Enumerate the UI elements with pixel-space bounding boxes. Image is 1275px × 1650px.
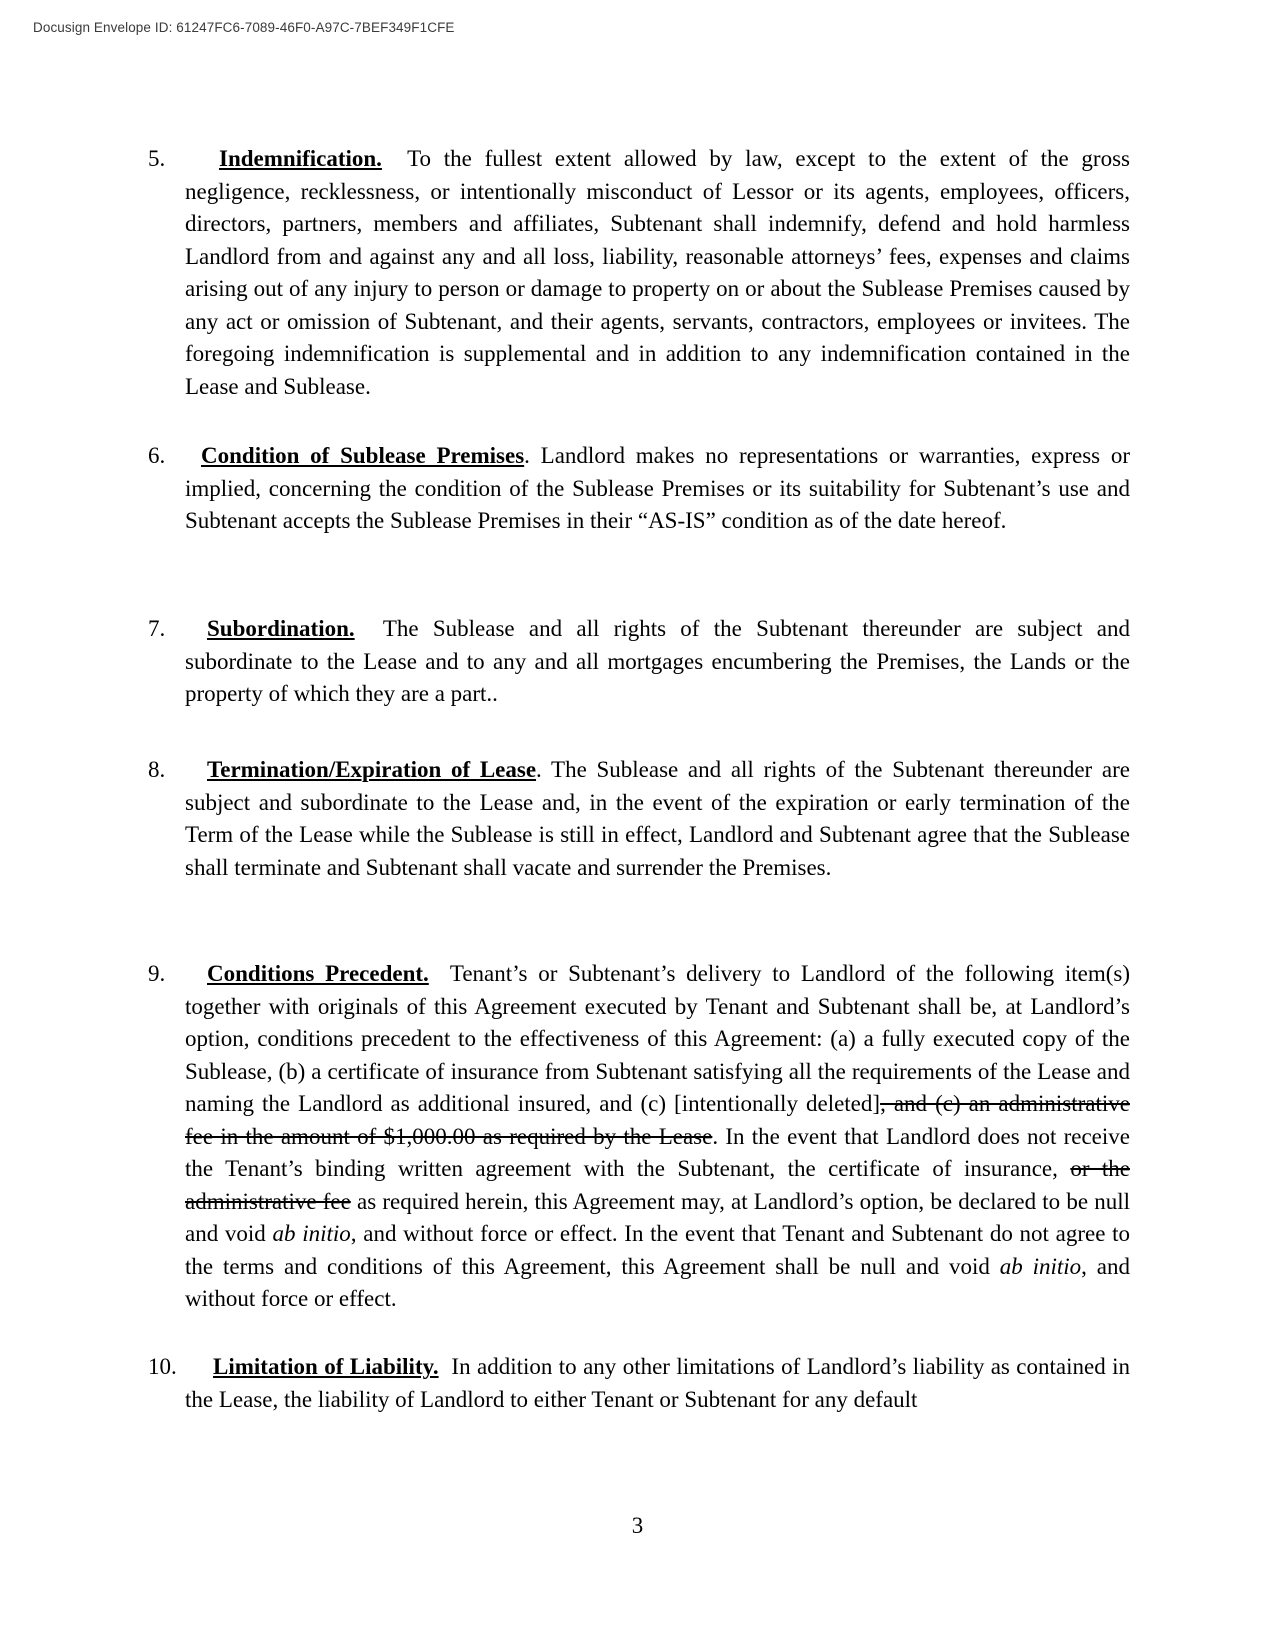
section-number: 8. <box>148 757 166 782</box>
section-text: The Sublease and all rights of the Subtenant thereunder are subject and subordinate to the Lease and to any and all mortgages encumbering the Premises, the Lands or the property of which they are a part.. <box>185 616 1130 706</box>
section-body <box>185 958 1130 1316</box>
section-condition-of-premises <box>148 440 1130 538</box>
section-heading: Condition of Sublease Premises <box>201 443 525 468</box>
section-text: . In the event that Landlord does not receive the Tenant’s binding written agreement with the Subtenant, the certificate of insurance, <box>185 1123 1130 1181</box>
section-text: Tenant’s or Subtenant’s delivery to Landlord of the following item(s) together with originals of this Agreement executed by Tenant and Subtenant shall be, at Landlord’s option, conditions precedent to the effectiveness of this Agreement: (a) a fully executed copy of the Sublease, (b) a certificate of insurance from Subtenant satisfying all the requirements of the Lease and naming the Landlord as additional insured, and (c) [intentionally deleted] <box>185 961 1131 1116</box>
section-text: . The Sublease and all rights of the Subtenant thereunder are subject and subordinate to the Lease and, in the event of the expiration or early termination of the Term of the Lease while the Sublease is still in effect, Landlord and Subtenant agree that the Sublease shall terminate and Subtenant shall vacate and surrender the Premises. <box>185 757 1130 880</box>
section-body <box>185 440 1130 538</box>
italic-term: ab initio <box>999 1253 1082 1279</box>
section-heading: Termination/Expiration of Lease <box>207 757 537 782</box>
section-number: 9. <box>148 961 166 986</box>
section-subordination <box>148 613 1130 711</box>
struck-text: or the administrative fee <box>185 1156 1130 1214</box>
section-body <box>185 613 1130 711</box>
section-indemnification <box>148 143 1130 403</box>
section-heading: Limitation of Liability. <box>213 1354 439 1379</box>
section-number: 10. <box>148 1354 177 1379</box>
italic-term: ab initio <box>272 1221 351 1246</box>
section-number: 7. <box>148 616 166 641</box>
section-limitation-of-liability <box>148 1351 1130 1416</box>
section-number: 6. <box>148 443 166 468</box>
section-text: In addition to any other limitations of Landlord’s liability as contained in the Lease, the liability of Landlord to either Tenant or Subtenant for any default <box>185 1354 1130 1412</box>
section-heading: Conditions Precedent. <box>207 961 429 986</box>
section-heading: Subordination. <box>207 616 355 641</box>
section-conditions-precedent <box>148 958 1130 1316</box>
section-body <box>185 754 1130 884</box>
struck-text: , and (c) an administrative fee in the amount of $1,000.00 as required by the Lease <box>185 1091 1130 1149</box>
envelope-id: Docusign Envelope ID: 61247FC6-7089-46F0-A97C-7BEF349F1CFE <box>33 20 455 35</box>
section-number: 5. <box>148 146 166 171</box>
section-text: , and without force or effect. In the event that Tenant and Subtenant do not agree to the terms and conditions of this Agreement, this Agreement shall be null and void <box>185 1221 1130 1279</box>
section-body <box>185 143 1130 403</box>
section-termination <box>148 754 1130 884</box>
section-text: . Landlord makes no representations or warranties, express or implied, concerning the condition of the Sublease Premises or its suitability for Subtenant’s use and Subtenant accepts the Sublease Premises in their “AS-IS” condition as of the date hereof. <box>185 443 1130 533</box>
section-body <box>185 1351 1130 1416</box>
section-text: , and without force or effect. <box>185 1253 1130 1311</box>
section-text: To the fullest extent allowed by law, except to the extent of the gross negligence, recklessness, or intentionally misconduct of Lessor or its agents, employees, officers, directors, partners, members and affiliates, Subtenant shall indemnify, defend and hold harmless Landlord from and against any and all loss, liability, reasonable attorneys’ fees, expenses and claims arising out of any injury to person or damage to property on or about the Sublease Premises caused by any act or omission of Subtenant, and their agents, servants, contractors, employees or invitees. The foregoing indemnification is supplemental and in addition to any indemnification contained in the Lease and Sublease. <box>185 146 1130 399</box>
section-heading: Indemnification. <box>219 146 382 171</box>
page-number: 3 <box>631 1513 644 1538</box>
section-text: as required herein, this Agreement may, at Landlord’s option, be declared to be null and void <box>185 1188 1130 1246</box>
